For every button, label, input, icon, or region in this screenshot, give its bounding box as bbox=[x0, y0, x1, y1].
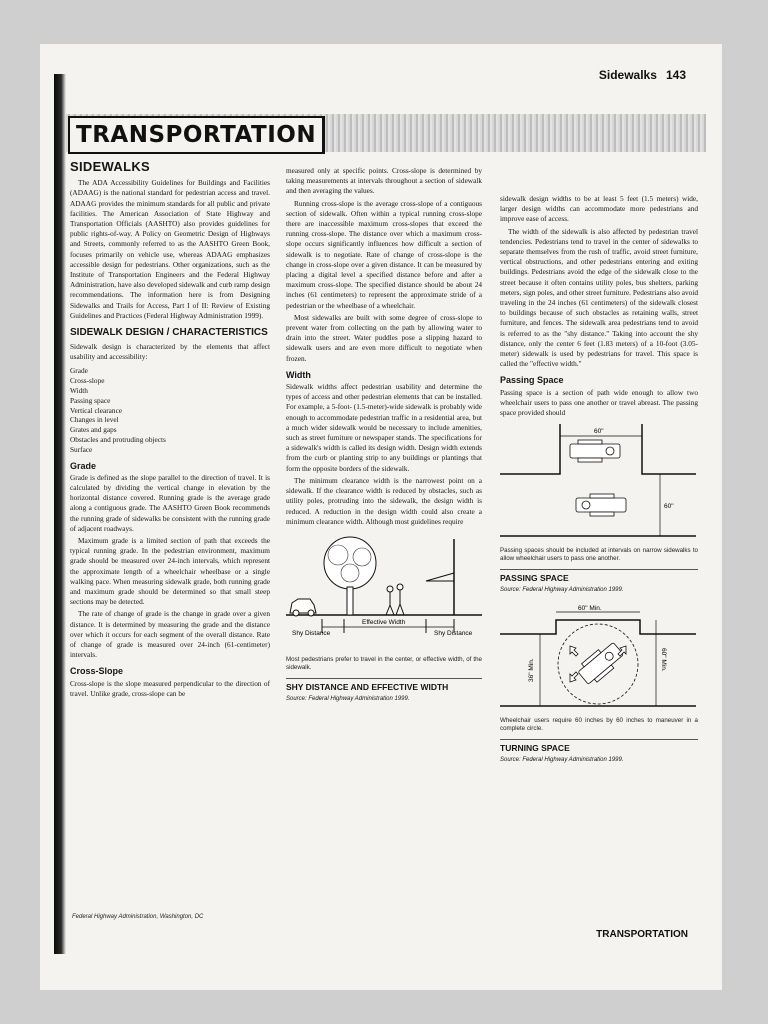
binding-shadow bbox=[54, 74, 66, 954]
dim-left: 36" Min. bbox=[528, 658, 535, 682]
cross-slope-paragraph: Cross-slope is the slope measured perpendicular to the direction of travel. Unlike grade, cross-slope can be bbox=[70, 678, 270, 698]
figure-source: Source: Federal Highway Administration 1999. bbox=[500, 587, 624, 594]
width-paragraph-1: Sidewalk widths affect pedestrian usability and determine the types of access and other pedestrian elements that can be installed. For example, a 5-foot- (1.5-meter)-wide sidewalk is probably wide enough to accommodate pedestrian traffic in a residential area, but a much wider sidewalk would be necessary to include amenities, such as street furniture or newspaper stands. The specifications for a sidewalk's width is called its design width. Design width extends from the curb or planting strip to any buildings or plantings that form the opposite borders of the sidewalk. bbox=[286, 382, 482, 473]
shy-distance-figure bbox=[286, 533, 482, 704]
footer-chapter: TRANSPORTATION bbox=[596, 929, 688, 940]
chapter-title: TRANSPORTATION bbox=[68, 116, 325, 154]
figure-caption: Passing spaces should be included at intervals on narrow sidewalks to allow wheelchair users to pass one another. bbox=[500, 547, 698, 563]
list-item: Vertical clearance bbox=[70, 405, 123, 415]
paragraph: sidewalk design widths to be at least 5 feet (1.5 meters) wide, larger design widths can accommodate more pedestrians and improve ease of access. bbox=[500, 194, 698, 224]
figure-source: Source: Federal Highway Administration 1999. bbox=[286, 696, 410, 703]
column-middle bbox=[286, 166, 482, 704]
width-heading: Width bbox=[286, 369, 311, 380]
grade-heading: Grade bbox=[70, 460, 97, 471]
figure-title: PASSING SPACE bbox=[500, 569, 698, 583]
dim-side: 60" bbox=[664, 503, 674, 511]
figure-caption: Wheelchair users require 60 inches by 60 inches to maneuver in a complete circle. bbox=[500, 716, 698, 732]
running-header bbox=[593, 68, 686, 82]
book-page bbox=[40, 44, 722, 990]
section-heading: SIDEWALKS bbox=[70, 159, 150, 174]
paragraph: Most sidewalks are built with some degree of cross-slope to prevent water from collecting on the path by allowing water to drain into the street. Water puddles pose a slipping hazard to sidewalk users and are even more difficult to negotiate when frozen. bbox=[286, 312, 482, 363]
grade-paragraph-1: Grade is defined as the slope parallel to the direction of travel. It is calculated by dividing the vertical change in elevation by the horizontal distance covered. Running grade is the average grade along a contiguous grade. The AASHTO Green Book recommends the running grade of sidewalks be consistent with the running grade of adjacent roadways. bbox=[70, 472, 270, 533]
footer-credit: Federal Highway Administration, Washington, DC bbox=[72, 914, 204, 920]
turning-space-figure bbox=[500, 602, 698, 765]
paragraph: measured only at specific points. Cross-slope is determined by taking measurements at intervals throughout a section of sidewalk and then averaging the values. bbox=[286, 166, 482, 196]
figure-title: TURNING SPACE bbox=[500, 739, 698, 753]
characteristics-list bbox=[70, 366, 270, 454]
dim-top: 60" Min. bbox=[578, 604, 602, 612]
label-shy-right: Shy Distance bbox=[434, 629, 473, 637]
list-item: Grade bbox=[70, 366, 88, 376]
list-item: Grates and gaps bbox=[70, 425, 117, 435]
page-number: 143 bbox=[665, 68, 686, 82]
list-item: Surface bbox=[70, 444, 93, 454]
figure-caption: Most pedestrians prefer to travel in the center, or effective width, of the sidewalk. bbox=[286, 655, 482, 671]
paragraph: Running cross-slope is the average cross-slope of a contiguous section of sidewalk. Often within a typical running cross-slope there are inaccessible maximum cross-slopes that exceed the running cross-slope. The distance over which a maximum cross-slope occurs significantly influences how difficult a section of sidewalk is to negotiate. Rate of change of cross-slope is the change in cross-slope over a given distance. It can be measured by placing a digital level a specified distance before and after a maximum cross-slope. The specified distance should be about 24 inches (61 centimeters) to represent the approximate stride of a pedestrian or the wheelbase of a wheelchair. bbox=[286, 198, 482, 310]
design-paragraph: Sidewalk design is characterized by the elements that affect usability and accessibility: bbox=[70, 342, 270, 362]
passing-heading: Passing Space bbox=[500, 375, 564, 386]
column-right bbox=[500, 194, 698, 765]
list-item: Cross-slope bbox=[70, 376, 105, 386]
subsection-heading: SIDEWALK DESIGN / CHARACTERISTICS bbox=[70, 327, 268, 339]
passing-space-figure bbox=[500, 424, 698, 595]
label-shy-left: Shy Distance bbox=[292, 629, 331, 637]
section-name: Sidewalks bbox=[598, 68, 657, 82]
turning-space-illustration bbox=[500, 602, 696, 714]
grade-paragraph-2: Maximum grade is a limited section of path that exceeds the typical running grade. In the pedestrian environment, maximum grade should be measured over 24-inch intervals, which represent the approximate length of a wheelchair wheelbase or a single walking pace. When measuring sidewalk grade, both running grade and maximum grade should be determined so that small steep sections may be detected. bbox=[70, 536, 270, 607]
passing-space-illustration bbox=[500, 424, 696, 544]
cross-slope-heading: Cross-Slope bbox=[70, 666, 124, 677]
figure-source: Source: Federal Highway Administration 1999. bbox=[500, 756, 624, 763]
shy-distance-illustration bbox=[286, 533, 482, 653]
grade-paragraph-3: The rate of change of grade is the change in grade over a given distance. It is determined by measuring the grade and the distance over which it occurs for each segment of the overall distance. Rate of change of grade is measured over 24-inch (61-centimeter) intervals. bbox=[70, 609, 270, 660]
column-left bbox=[70, 159, 270, 701]
figure-title: SHY DISTANCE AND EFFECTIVE WIDTH bbox=[286, 678, 482, 692]
list-item: Passing space bbox=[70, 395, 111, 405]
paragraph: The width of the sidewalk is also affected by pedestrian travel tendencies. Pedestrians tend to travel in the center of sidewalks to separate themselves from the rush of traffic, avoid street furniture, vertical obstructions, and other pedestrians entering and exiting buildings. Pedestrians avoid the edge of the sidewalk close to the street because it often contains utility poles, bus shelters, parking meters, sign poles, and other street furniture. Pedestrians also avoid traveling in the 24 inches (61 centimeters) of the sidewalk closest to buildings because of such obstacles as retaining walls, street furniture, and fences. The sidewalk area pedestrians tend to avoid is referred to as the "shy distance." Taking into account the shy distance, only the center 6 feet (1.83 meters) of a 10-foot (3.05-meter) sidewalk is used by pedestrians for travel. This space is called the "effective width." bbox=[500, 226, 698, 369]
width-paragraph-2: The minimum clearance width is the narrowest point on a sidewalk. If the clearance width is reduced by obstacles, such as utility poles, protruding into the sidewalk, the design width is reduced. A reduction in the design width could also create a minimum clearance width. Although most guidelines require bbox=[286, 475, 482, 526]
dim-right: 60" Min. bbox=[660, 647, 667, 672]
intro-paragraph: The ADA Accessibility Guidelines for Buildings and Facilities (ADAAG) is the national standard for pedestrian access and travel. ADAAG provides the minimum standards for all public and private facilities. The American Association of State Highway and Transportation Officials (AASHTO) also provides guidelines for public rights-of-way. A Policy on Geometric Design of Highways and Streets, commonly referred to as the AASHTO Green Book, focuses primarily on vehicle use, whereas ADAAG emphasizes accessible design for pedestrians. Other organizations, such as the Institute of Transportation Engineers and the Federal Highway Administration, have also developed sidewalk and curb ramp design recommendations. The information here is from Designing Sidewalks and Trails for Access, Part I of II: Review of Existing Guidelines and Practices (Federal Highway Administration 1999). bbox=[70, 178, 270, 320]
label-effective: Effective Width bbox=[362, 618, 406, 626]
list-item: Obstacles and protruding objects bbox=[70, 435, 166, 445]
list-item: Width bbox=[70, 386, 88, 396]
passing-paragraph: Passing space is a section of path wide enough to allow two wheelchair users to pass one another or travel abreast. The passing space provided should bbox=[500, 387, 698, 418]
list-item: Changes in level bbox=[70, 415, 119, 425]
dim-top: 60" bbox=[594, 428, 604, 436]
